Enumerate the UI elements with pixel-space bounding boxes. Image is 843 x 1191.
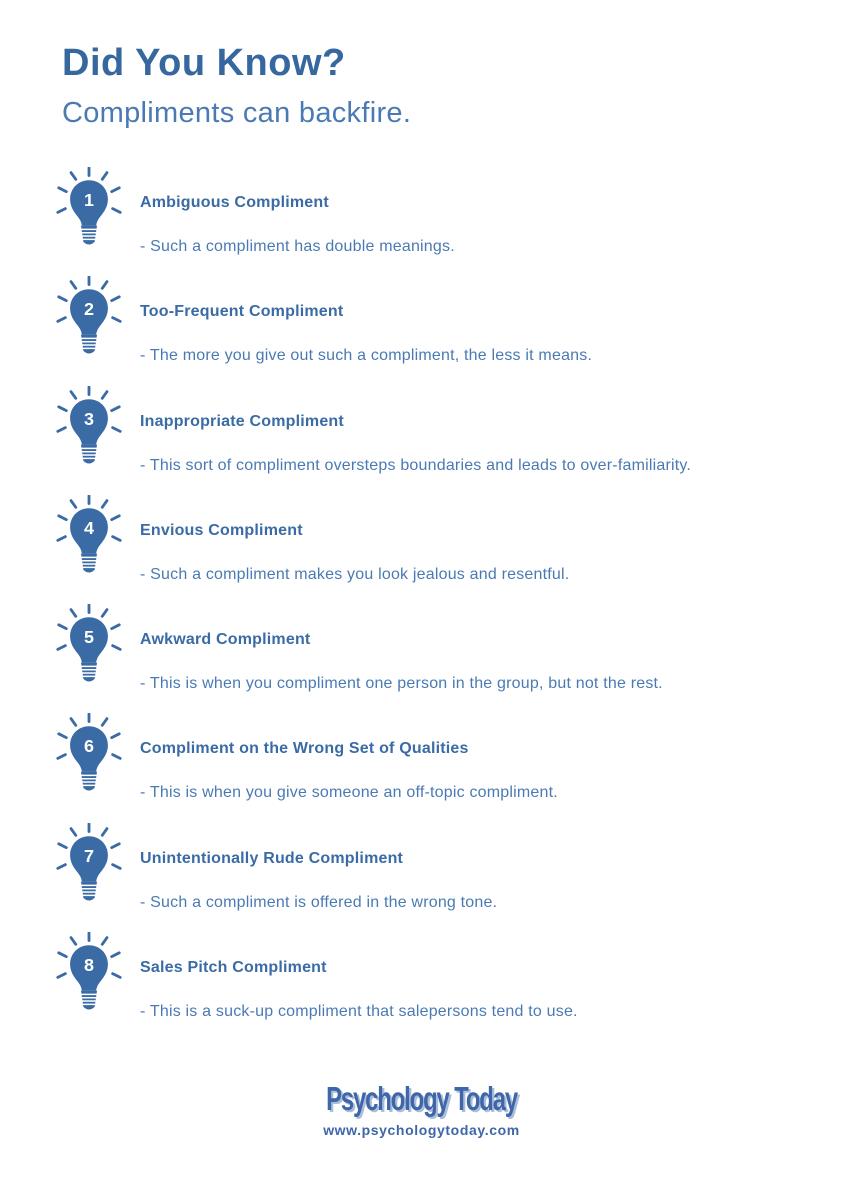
- bulb-base: [81, 772, 97, 791]
- lightbulb-icon: [51, 167, 127, 254]
- site-url: www.psychologytoday.com: [323, 1122, 520, 1138]
- bulb-base: [81, 991, 97, 1010]
- list-item: [0, 929, 843, 1038]
- item-number: 7: [84, 845, 94, 866]
- bulb-base: [81, 335, 97, 354]
- list-item: [0, 820, 843, 929]
- lightbulb-icon: [51, 386, 127, 473]
- bulb-base: [81, 554, 97, 573]
- item-description: - This sort of compliment oversteps boundaries and leads to over-familiarity.: [140, 456, 692, 474]
- lightbulb-icon-svg: [51, 604, 127, 691]
- item-number: 8: [84, 954, 94, 975]
- lightbulb-icon-svg: [51, 713, 127, 800]
- item-title: Inappropriate Compliment: [140, 412, 344, 430]
- bulb-base: [81, 881, 97, 900]
- list-item: [0, 492, 843, 601]
- lightbulb-icon-svg: [51, 932, 127, 1019]
- item-description: - This is a suck-up compliment that salepersons tend to use.: [140, 1003, 578, 1021]
- item-title: Envious Compliment: [140, 521, 303, 539]
- item-number: 6: [84, 736, 94, 757]
- item-title: Compliment on the Wrong Set of Qualities: [140, 740, 469, 758]
- list-item: [0, 601, 843, 710]
- bulb-base: [81, 663, 97, 682]
- page-title: Did You Know?: [62, 42, 346, 84]
- item-description: - This is when you give someone an off-topic compliment.: [140, 784, 558, 802]
- lightbulb-icon: [51, 932, 127, 1019]
- item-title: Unintentionally Rude Compliment: [140, 849, 404, 867]
- lightbulb-icon-svg: [51, 823, 127, 910]
- lightbulb-icon: [51, 276, 127, 363]
- items-list: [0, 164, 843, 1038]
- bulb-base: [81, 444, 97, 463]
- lightbulb-icon: [51, 604, 127, 691]
- lightbulb-icon: [51, 495, 127, 582]
- item-number: 1: [84, 189, 94, 210]
- item-description: - Such a compliment has double meanings.: [140, 238, 455, 255]
- lightbulb-icon-svg: [51, 495, 127, 582]
- item-description: - This is when you compliment one person in the group, but not the rest.: [140, 675, 663, 693]
- item-title: Awkward Compliment: [140, 631, 311, 649]
- psychology-today-logo: Psychology Today: [326, 1080, 517, 1117]
- item-title: Too-Frequent Compliment: [140, 303, 344, 321]
- item-title: Ambiguous Compliment: [140, 194, 329, 211]
- item-title: Sales Pitch Compliment: [140, 959, 327, 977]
- lightbulb-icon-svg: [51, 167, 127, 254]
- lightbulb-icon: [51, 823, 127, 910]
- item-description: - Such a compliment makes you look jealous and resentful.: [140, 565, 570, 583]
- item-description: - Such a compliment is offered in the wrong tone.: [140, 893, 498, 911]
- list-item: [0, 273, 843, 382]
- item-description: - The more you give out such a compliment, the less it means.: [140, 347, 593, 365]
- item-number: 4: [84, 517, 94, 538]
- header: [62, 42, 411, 130]
- list-item: [0, 710, 843, 819]
- footer: [0, 1080, 843, 1138]
- bulb-base: [81, 226, 97, 245]
- list-item: [0, 383, 843, 492]
- item-number: 5: [84, 626, 94, 647]
- lightbulb-icon-svg: [51, 276, 127, 363]
- page-subtitle: Compliments can backfire.: [62, 97, 412, 129]
- list-item: [0, 164, 843, 273]
- item-number: 3: [84, 408, 94, 429]
- lightbulb-icon: [51, 713, 127, 800]
- item-number: 2: [84, 299, 94, 320]
- lightbulb-icon-svg: [51, 386, 127, 473]
